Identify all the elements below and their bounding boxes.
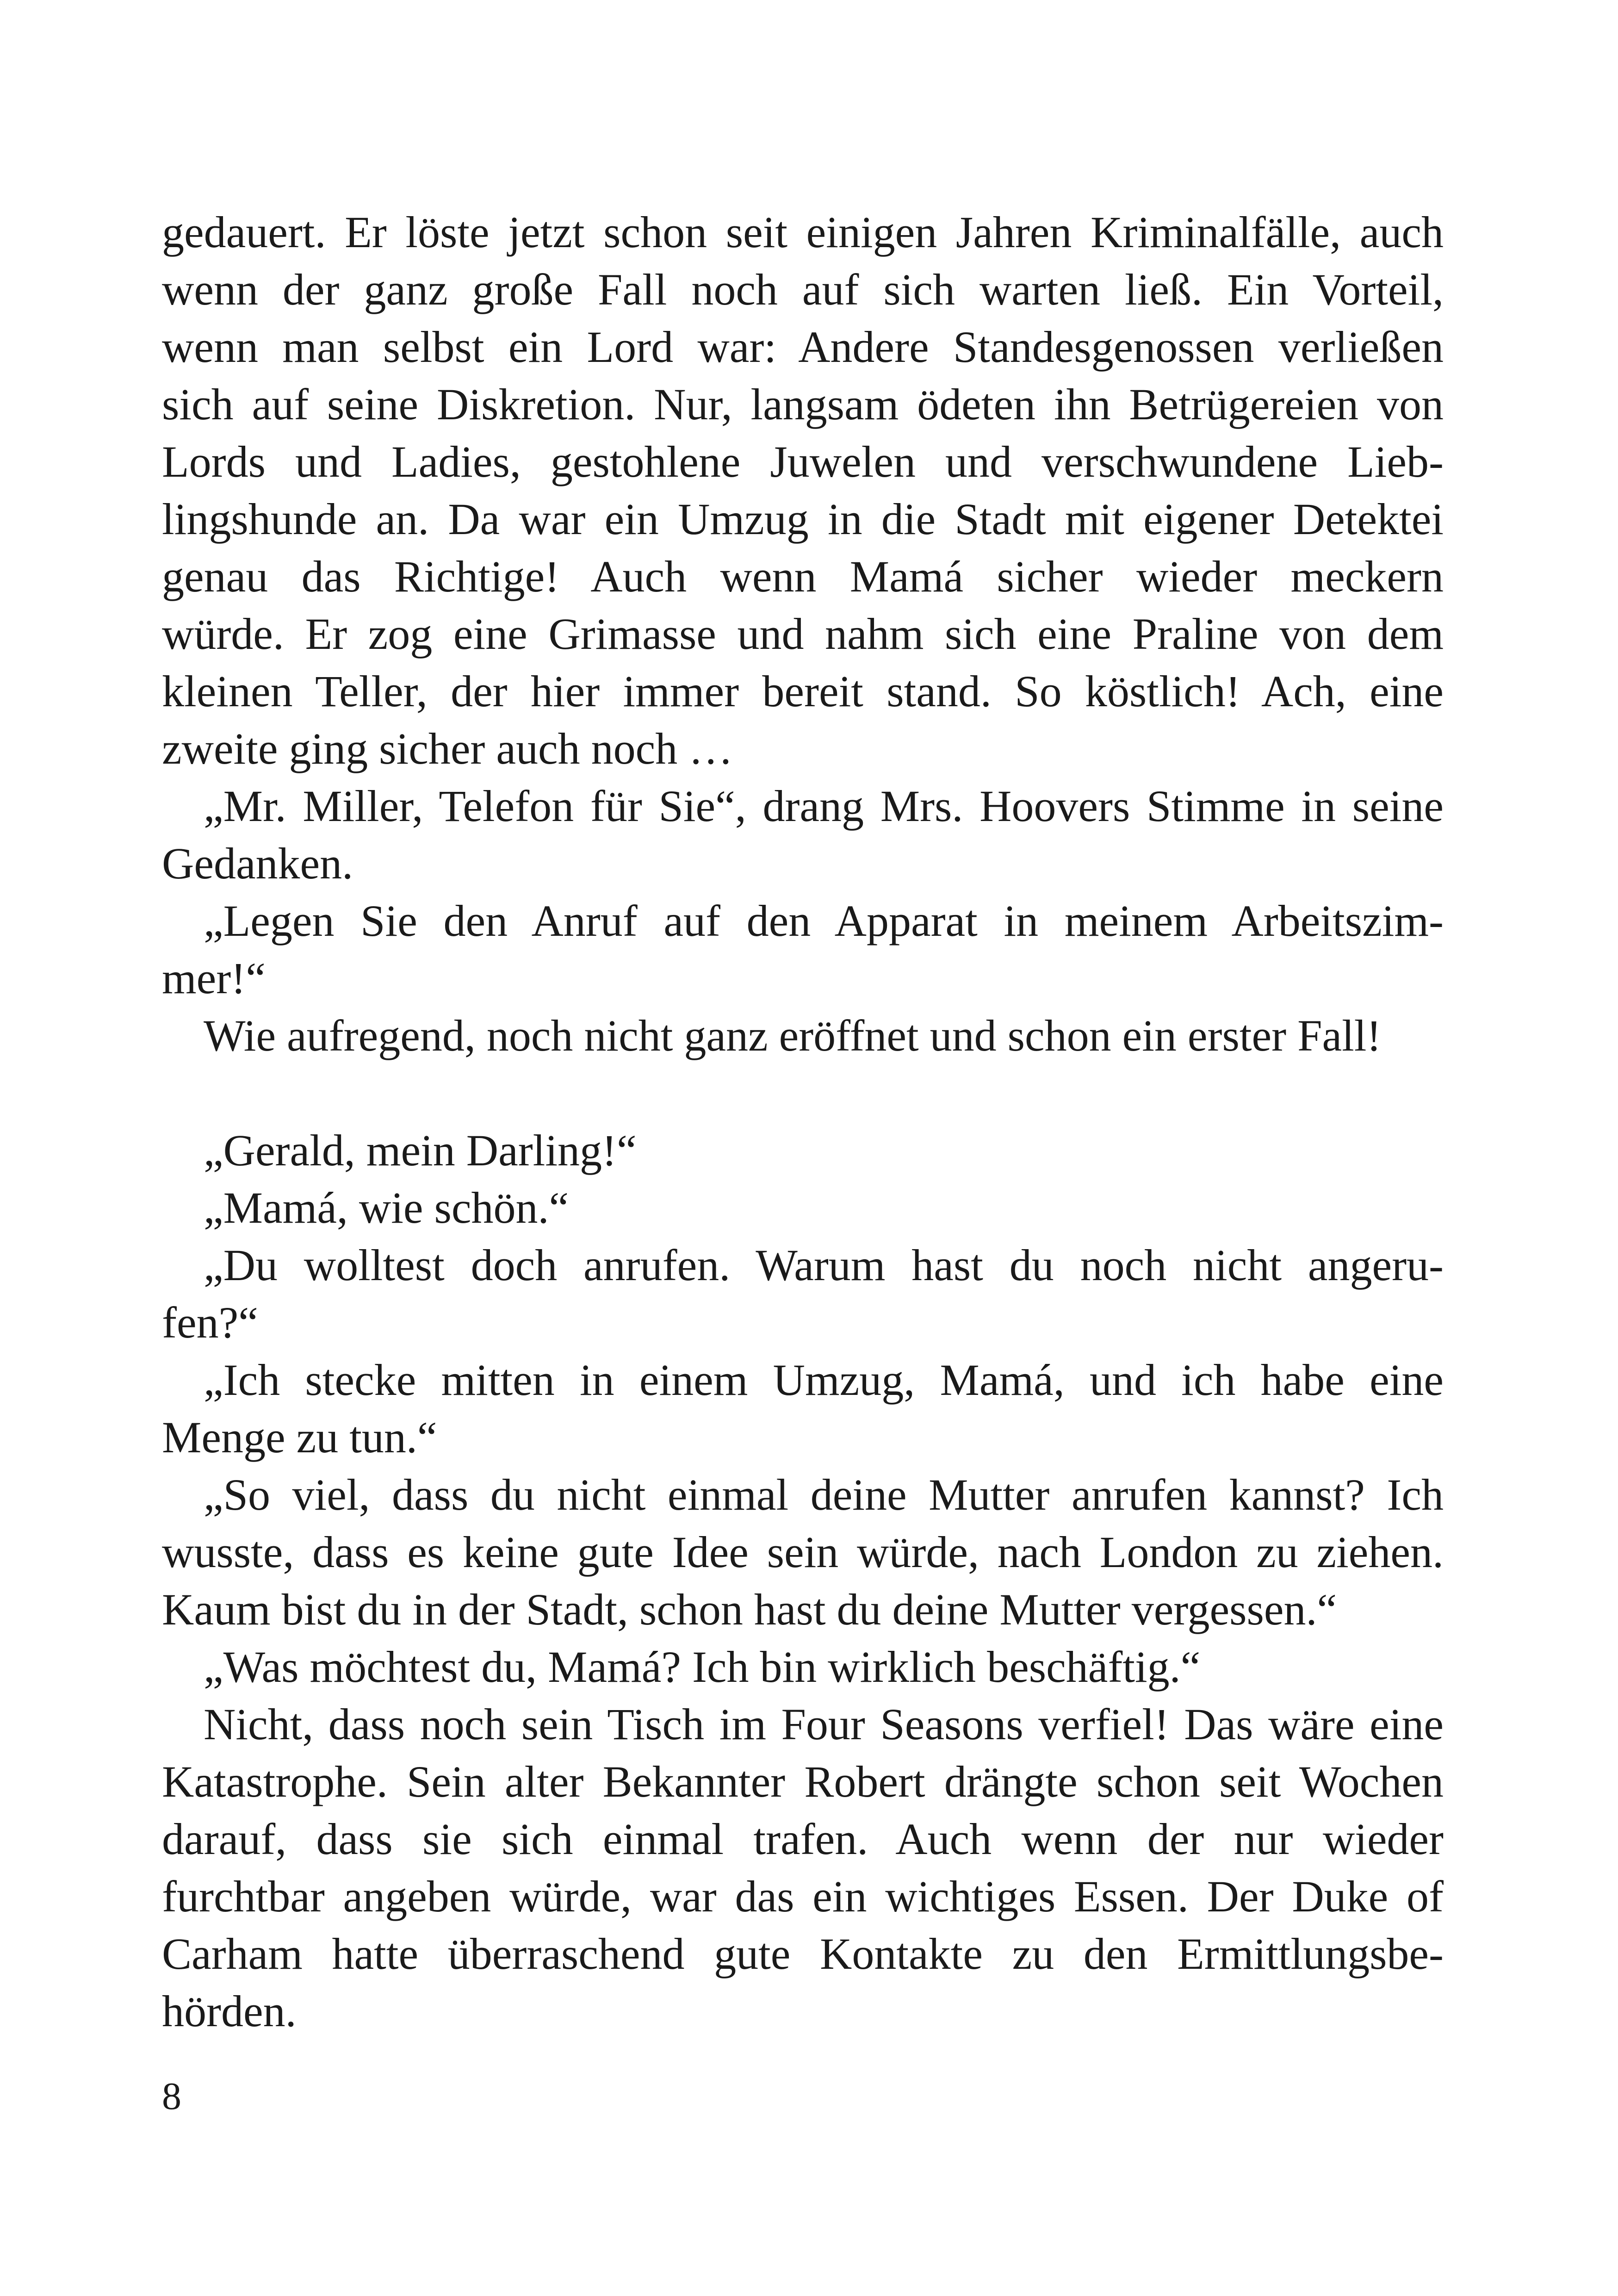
text-line: Gedanken. [162,839,353,888]
section-break [162,1064,1444,1122]
text-line: „Mamá, wie schön.“ [204,1183,569,1232]
text-line: Kaum bist du in der Stadt, schon hast du deine Mutter vergessen.“ [162,1585,1337,1634]
text-line: kleinen Teller, der hier immer bereit stand. So köstlich! Ach, eine [162,666,1444,716]
text-line: würde. Er zog eine Grimasse und nahm sich eine Praline von dem [162,609,1444,659]
text-line: wenn der ganz große Fall noch auf sich warten ließ. Ein Vorteil, [162,265,1444,314]
text-line: lingshunde an. Da war ein Umzug in die Stadt mit eigener Detektei [162,494,1444,544]
text-line: mer!“ [162,953,266,1003]
text-line: wenn man selbst ein Lord war: Andere Standesgenossen verließen [162,322,1444,372]
text-line: furchtbar angeben würde, war das ein wichtiges Essen. Der Duke of [162,1872,1444,1921]
text-line: Carham hatte überraschend gute Kontakte zu den Ermittlungsbe- [162,1929,1444,1979]
body-text [162,204,1444,2040]
text-line: fen?“ [162,1298,258,1347]
text-line: wusste, dass es keine gute Idee sein würde, nach London zu ziehen. [162,1527,1444,1577]
text-line: hörden. [162,1986,297,2036]
text-line: „Ich stecke mitten in einem Umzug, Mamá, und ich habe eine [204,1355,1444,1405]
text-line: „Was möchtest du, Mamá? Ich bin wirklich beschäftig.“ [204,1642,1201,1692]
text-line: Wie aufregend, noch nicht ganz eröffnet und schon ein erster Fall! [204,1011,1382,1060]
text-line: Menge zu tun.“ [162,1412,437,1462]
text-line: „Du wolltest doch anrufen. Warum hast du noch nicht angeru- [204,1240,1444,1290]
text-line: „Mr. Miller, Telefon für Sie“, drang Mrs. Hoovers Stimme in seine [204,781,1444,831]
text-line: „Gerald, mein Darling!“ [204,1126,637,1175]
text-line: „So viel, dass du nicht einmal deine Mutter anrufen kannst? Ich [204,1470,1444,1519]
text-line: sich auf seine Diskretion. Nur, langsam ödeten ihn Betrügereien von [162,380,1444,429]
text-line: Katastrophe. Sein alter Bekannter Robert drängte schon seit Wochen [162,1757,1444,1806]
text-line: genau das Richtige! Auch wenn Mamá sicher wieder meckern [162,552,1444,601]
text-line: Nicht, dass noch sein Tisch im Four Seasons verfiel! Das wäre eine [204,1699,1444,1749]
text-line: darauf, dass sie sich einmal trafen. Auch wenn der nur wieder [162,1814,1444,1864]
text-line: Lords und Ladies, gestohlene Juwelen und verschwundene Lieb- [162,437,1444,486]
text-line: zweite ging sicher auch noch … [162,724,733,773]
text-line: gedauert. Er löste jetzt schon seit einigen Jahren Kriminalfälle, auch [162,207,1444,257]
text-line: „Legen Sie den Anruf auf den Apparat in meinem Arbeitszim- [204,896,1444,946]
page-number: 8 [162,2075,181,2118]
